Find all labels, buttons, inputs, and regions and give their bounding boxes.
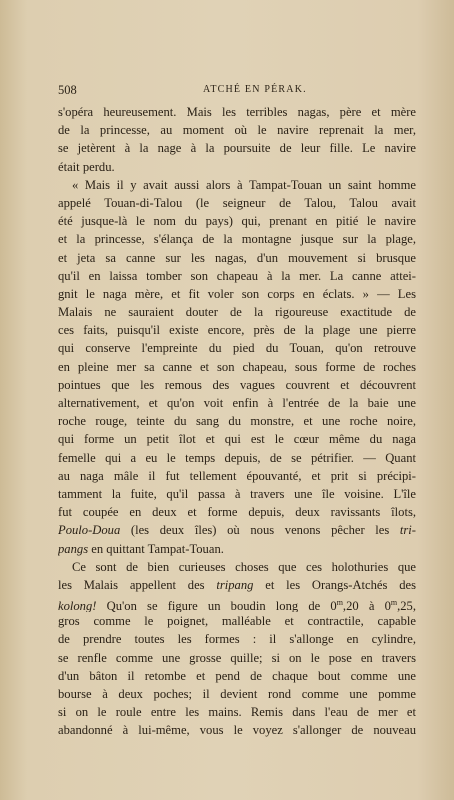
text-line: Poulo-Doua (les deux îles) où nous venons pêcher les tri- bbox=[58, 523, 416, 538]
text-line: d'un bâton il retombe et pend de chaque bout comme une bbox=[58, 668, 416, 683]
text-line: en pleine mer sa canne et son chapeau, sous forme de roches bbox=[58, 359, 416, 374]
text-line: été jusque-là le nom du pays) qui, prenant en pitié le navire bbox=[58, 214, 416, 229]
text-line: roche rouge, teinte du sang du monstre, et une roche noire, bbox=[58, 414, 416, 429]
text-line: abandonné à lui-même, vous le voyez s'allonger de nouveau bbox=[58, 723, 416, 738]
text-line: appelé Touan-di-Talou (le seigneur de Talou, Talou avait bbox=[58, 195, 416, 210]
text-line: se renfle comme une grosse quille; si on le pose en travers bbox=[58, 650, 416, 665]
text-line: ces faits, puisqu'il existe encore, près de la plage une pierre bbox=[58, 323, 416, 338]
text-line: « Mais il y avait aussi alors à Tampat-Touan un saint homme bbox=[72, 177, 416, 192]
text-line: si on le roule entre les mains. Remis dans l'eau de mer et bbox=[58, 705, 416, 720]
text-line: au naga mâle il fut tellement épouvanté, et prit si précipi- bbox=[58, 468, 416, 483]
text-line: bourse à deux poches; il devient rond comme une pomme bbox=[58, 687, 416, 701]
text-line: de la princesse, au moment où le navire reprenait la mer, bbox=[58, 123, 416, 138]
text-line: et jeta sa canne sur les nagas, d'un mouvement si brusque bbox=[58, 250, 416, 265]
text-line: de prendre toutes les formes : il s'allonge en cylindre, bbox=[58, 632, 416, 647]
text-line: kolong! Qu'on se figure un boudin long de 0$^m$,20 à 0$^m$,25, bbox=[58, 598, 416, 613]
text-line: alternativement, et qu'on voit enfin à l'entrée de la baie une bbox=[58, 396, 416, 410]
text-line: et la princesse, s'élança de la montagne jusque sur la plage, bbox=[58, 232, 416, 247]
body-text bbox=[58, 103, 416, 740]
text-line: qui conserve l'empreinte du pied du Touan, qu'on retrouve bbox=[58, 341, 416, 356]
text-line: qu'il en laissa tomber son chapeau à la mer. La canne attei- bbox=[58, 268, 416, 283]
running-title: ATCHÉ EN PÉRAK. bbox=[203, 84, 307, 95]
text-line: Malais ne sauraient douter de la rigoureuse exactitude de bbox=[58, 305, 416, 320]
text-line: pointues que les remous des vagues couvrent et découvrent bbox=[58, 377, 416, 392]
text-line: pangs en quittant Tampat-Touan. bbox=[58, 541, 224, 556]
text-line: se jetèrent à la nage à la poursuite de leur fille. Le navire bbox=[58, 141, 416, 156]
text-line: était perdu. bbox=[58, 159, 115, 174]
text-line: gnit le naga mère, et fit voler son corps en éclats. » — Les bbox=[58, 286, 416, 301]
text-line: femelle qui a eu le temps depuis, de se pétrifier. — Quant bbox=[58, 450, 416, 465]
text-line: les Malais appellent des tripang et les Orangs-Atchés des bbox=[58, 577, 416, 592]
text-line: s'opéra heureusement. Mais les terribles nagas, père et mère bbox=[58, 105, 416, 119]
page-number: 508 bbox=[58, 83, 77, 97]
text-line: fut coupée en deux et forme depuis, deux ravissants îlots, bbox=[58, 505, 416, 520]
text-line: Ce sont de bien curieuses choses que ces holothuries que bbox=[72, 559, 416, 574]
page-header bbox=[58, 83, 418, 97]
text-line: tamment la fuite, qu'il passa à travers une île voisine. L'île bbox=[58, 486, 416, 501]
text-line: qui forme un petit îlot et qui est le cœur même du naga bbox=[58, 432, 416, 447]
text-line: gros comme le poignet, malléable et contractile, capable bbox=[58, 614, 416, 629]
